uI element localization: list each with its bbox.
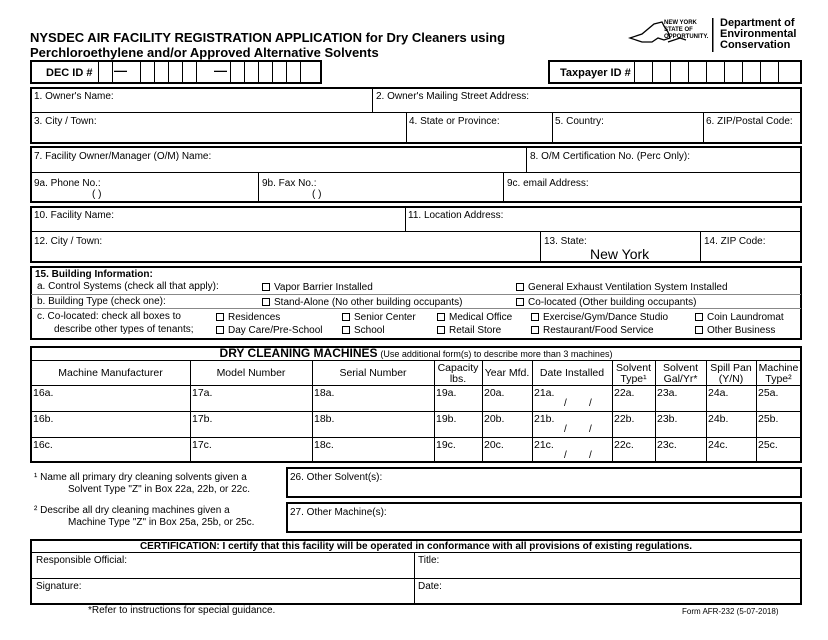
tenant-option[interactable]: Coin Laundromat	[695, 312, 784, 323]
cert-date-input[interactable]	[418, 591, 796, 603]
table-cell-label: 18b.	[314, 413, 335, 425]
signature-input[interactable]	[36, 591, 410, 603]
owner-country-label: 5. Country:	[555, 116, 604, 127]
tenant-option[interactable]: Retail Store	[437, 325, 501, 336]
table-cell-input[interactable]	[614, 398, 653, 410]
table-cell-label: 21a.	[534, 387, 555, 399]
table-header-cell: Date Installed	[539, 367, 605, 379]
dec-id-digit-input[interactable]	[273, 62, 285, 82]
table-cell-label: 22b.	[614, 413, 635, 425]
form-title: NYSDEC AIR FACILITY REGISTRATION APPLICATION for Dry Cleaners using Perchloroethylene and/or Approved Alternative Solvents	[30, 30, 506, 60]
table-cell-label: 18c.	[314, 439, 334, 451]
table-cell-input[interactable]	[758, 424, 799, 436]
tenant-option[interactable]: Medical Office	[437, 312, 512, 323]
taxpayer-digit-input[interactable]	[689, 62, 705, 82]
table-cell-input[interactable]	[657, 450, 704, 462]
footnote-1a: ¹ Name all primary dry cleaning solvents given a	[34, 472, 247, 483]
table-cell-label: 19b.	[436, 413, 457, 425]
checkbox[interactable]	[437, 313, 445, 321]
owner-city-label: 3. City / Town:	[34, 116, 97, 127]
other-solvent-box	[286, 467, 802, 498]
owner-zip-label: 6. ZIP/Postal Code:	[706, 116, 793, 127]
table-header-cell: Capacity lbs.	[437, 361, 479, 385]
dec-id-digit-input[interactable]	[301, 62, 319, 82]
logo-dept-text: Department of Environmental Conservation	[720, 17, 797, 51]
checkbox[interactable]	[262, 298, 270, 306]
table-cell-label: 21c.	[534, 439, 554, 451]
facility-state-value: New York	[590, 246, 650, 262]
other-machine-label: 27. Other Machine(s):	[290, 507, 387, 518]
cert-date-label: Date:	[418, 581, 442, 592]
table-row-divider	[31, 385, 801, 386]
table-cell-label: 16a.	[33, 387, 54, 399]
table-cell-input[interactable]	[657, 398, 704, 410]
machines-subtitle: (Use additional form(s) to describe more than 3 machines)	[380, 349, 613, 359]
table-cell-label: 18a.	[314, 387, 335, 399]
owner-name-label: 1. Owner's Name:	[34, 91, 114, 102]
table-row-divider	[31, 411, 801, 412]
dec-id-digit-input[interactable]	[155, 62, 167, 82]
fax-label: 9b. Fax No.:	[262, 178, 317, 189]
dec-id-cell-divider	[98, 61, 99, 83]
other-machine-input[interactable]	[290, 519, 795, 531]
table-cell-label: 25b.	[758, 413, 779, 425]
dec-id-digit-input[interactable]	[245, 62, 257, 82]
dec-id-digit-input[interactable]	[169, 62, 181, 82]
table-cell-input[interactable]	[708, 424, 754, 436]
logo-state-text: NEW YORK STATE OF OPPORTUNITY.	[664, 20, 709, 40]
other-solvent-label: 26. Other Solvent(s):	[290, 472, 383, 483]
table-cell-input[interactable]	[614, 424, 653, 436]
facility-state-label: 13. State:	[544, 236, 587, 247]
table-header-cell: Solvent Gal/Yr*	[662, 361, 699, 385]
tenant-option[interactable]: School	[342, 325, 385, 336]
owner-zip-input[interactable]	[706, 128, 798, 140]
om-name-label: 7. Facility Owner/Manager (O/M) Name:	[34, 151, 212, 162]
om-cert-input[interactable]	[530, 160, 798, 171]
email-input[interactable]	[507, 188, 797, 200]
table-header-cell: Spill Pan (Y/N)	[710, 361, 752, 385]
facility-name-input[interactable]	[34, 219, 402, 230]
signature-label: Signature:	[36, 581, 82, 592]
table-cell-label: 24b.	[708, 413, 729, 425]
building-info-title: 15. Building Information:	[35, 269, 153, 280]
tenant-option[interactable]: Day Care/Pre-School	[216, 325, 322, 336]
table-cell-label: 20a.	[484, 387, 505, 399]
table-cell-input[interactable]	[484, 424, 530, 436]
owner-name-input[interactable]	[34, 100, 368, 111]
owner-address-input[interactable]	[376, 100, 796, 111]
table-cell-label: 24a.	[708, 387, 729, 399]
dec-id-dash: —	[114, 63, 127, 78]
facility-zip-label: 14. ZIP Code:	[704, 236, 766, 247]
table-cell-label: 16c.	[33, 439, 53, 451]
date-slashes: / /	[564, 450, 592, 461]
tenant-option[interactable]: Residences	[216, 312, 280, 323]
footnote-1b: Solvent Type "Z" in Box 22a, 22b, or 22c.	[68, 484, 251, 495]
footnote-2a: ² Describe all dry cleaning machines given a	[34, 505, 230, 516]
table-cell-label: 19c.	[436, 439, 456, 451]
table-header-cell: Machine Manufacturer	[58, 367, 163, 379]
owner-country-input[interactable]	[555, 128, 699, 140]
dec-id-digit-input[interactable]	[183, 62, 195, 82]
other-solvent-input[interactable]	[290, 484, 795, 496]
checkbox[interactable]	[531, 313, 539, 321]
tenant-option[interactable]: Exercise/Gym/Dance Studio	[531, 312, 668, 323]
table-cell-label: 25a.	[758, 387, 779, 399]
dec-id-digit-input[interactable]	[287, 62, 299, 82]
table-cell-input[interactable]	[436, 450, 480, 462]
table-cell-label: 24c.	[708, 439, 728, 451]
other-machine-box	[286, 502, 802, 533]
taxpayer-digit-input[interactable]	[761, 62, 777, 82]
table-cell-input[interactable]	[314, 450, 432, 462]
checkbox[interactable]	[216, 326, 224, 334]
dec-id-cell-divider	[196, 61, 197, 83]
location-address-label: 11. Location Address:	[408, 210, 504, 221]
table-cell-input[interactable]	[436, 424, 480, 436]
owner-state-label: 4. State or Province:	[409, 116, 500, 127]
table-cell-input[interactable]	[192, 424, 310, 436]
taxpayer-digit-input[interactable]	[743, 62, 759, 82]
checkbox[interactable]	[262, 283, 270, 291]
dec-id-digit-input[interactable]	[259, 62, 271, 82]
table-cell-label: 20b.	[484, 413, 505, 425]
table-cell-input[interactable]	[33, 424, 188, 436]
owner-state-input[interactable]	[409, 128, 549, 140]
checkbox[interactable]	[516, 283, 524, 291]
owner-address-label: 2. Owner's Mailing Street Address:	[376, 91, 530, 102]
table-cell-input[interactable]	[708, 450, 754, 462]
facility-city-input[interactable]	[34, 248, 536, 260]
table-cell-label: 21b.	[534, 413, 555, 425]
table-row-divider	[31, 437, 801, 438]
table-cell-input[interactable]	[436, 398, 480, 410]
table-cell-label: 17b.	[192, 413, 213, 425]
table-cell-label: 17c.	[192, 439, 212, 451]
table-cell-label: 22a.	[614, 387, 635, 399]
table-cell-input[interactable]	[657, 424, 704, 436]
table-cell-label: 22c.	[614, 439, 634, 451]
table-cell-label: 25c.	[758, 439, 778, 451]
dec-id-dash: —	[214, 63, 227, 78]
tenant-option[interactable]: Other Business	[695, 325, 775, 336]
checkbox[interactable]	[437, 326, 445, 334]
table-cell-input[interactable]	[614, 450, 653, 462]
taxpayer-digit-input[interactable]	[653, 62, 669, 82]
table-cell-label: 23a.	[657, 387, 678, 399]
dec-id-digit-input[interactable]	[113, 62, 139, 82]
dec-id-label: DEC ID #	[46, 67, 93, 79]
control-systems-label: a. Control Systems (check all that apply):	[37, 281, 219, 292]
table-cell-input[interactable]	[758, 450, 799, 462]
email-label: 9c. email Address:	[507, 178, 589, 189]
fax-input[interactable]	[360, 188, 498, 200]
cert-title-input[interactable]	[418, 565, 796, 577]
co-located-label-1: c. Co-located: check all boxes to	[37, 311, 181, 322]
om-name-input[interactable]	[34, 160, 522, 171]
checkbox[interactable]	[342, 313, 350, 321]
table-cell-label: 20c.	[484, 439, 504, 451]
checkbox[interactable]	[216, 313, 224, 321]
opt-stand-alone[interactable]: Stand-Alone (No other building occupants)	[262, 297, 462, 308]
table-header-cell: Year Mfd.	[484, 367, 530, 379]
table-cell-input[interactable]	[33, 450, 188, 462]
fax-area-code: ( )	[312, 189, 322, 200]
dec-id-digit-input[interactable]	[141, 62, 153, 82]
table-header-cell: Solvent Type¹	[615, 361, 652, 385]
building-type-label: b. Building Type (check one):	[37, 296, 166, 307]
phone-area-code: ( )	[92, 189, 102, 200]
cert-title-label: Title:	[418, 555, 440, 566]
opt-vapor-barrier[interactable]: Vapor Barrier Installed	[262, 282, 373, 293]
responsible-official-input[interactable]	[36, 565, 410, 577]
responsible-official-label: Responsible Official:	[36, 555, 127, 566]
table-cell-input[interactable]	[192, 450, 310, 462]
tenant-option[interactable]: Restaurant/Food Service	[531, 325, 654, 336]
phone-label: 9a. Phone No.:	[34, 178, 101, 189]
checkbox[interactable]	[531, 326, 539, 334]
taxpayer-digit-input[interactable]	[725, 62, 741, 82]
footnote-2b: Machine Type "Z" in Box 25a, 25b, or 25c.	[68, 517, 255, 528]
form-number: Form AFR-232 (5-07-2018)	[682, 607, 779, 616]
taxpayer-digit-input[interactable]	[779, 62, 799, 82]
table-cell-input[interactable]	[314, 424, 432, 436]
machines-title-row	[32, 347, 800, 361]
nysdec-logo	[628, 16, 813, 54]
table-cell-input[interactable]	[708, 398, 754, 410]
opt-co-located[interactable]: Co-located (Other building occupants)	[516, 297, 696, 308]
table-cell-label: 17a.	[192, 387, 213, 399]
table-cell-input[interactable]	[314, 398, 432, 410]
certification-text: CERTIFICATION: I certify that this facility will be operated in conformance with all provisions of existing regulations.	[139, 541, 693, 552]
taxpayer-digit-input[interactable]	[635, 62, 651, 82]
location-address-input[interactable]	[408, 219, 798, 230]
date-slashes: / /	[564, 398, 592, 409]
table-cell-input[interactable]	[33, 398, 188, 410]
table-cell-label: 23c.	[657, 439, 677, 451]
table-cell-input[interactable]	[484, 450, 530, 462]
opt-exhaust-ventilation[interactable]: General Exhaust Ventilation System Installed	[516, 282, 728, 293]
checkbox[interactable]	[342, 326, 350, 334]
table-cell-label: 19a.	[436, 387, 457, 399]
checkbox[interactable]	[516, 298, 524, 306]
table-cell-label: 23b.	[657, 413, 678, 425]
owner-city-input[interactable]	[34, 128, 402, 140]
phone-input[interactable]	[140, 188, 254, 200]
checkbox[interactable]	[695, 326, 703, 334]
table-header-cell: Machine Type²	[758, 361, 799, 385]
checkbox[interactable]	[695, 313, 703, 321]
taxpayer-id-label: Taxpayer ID #	[560, 67, 631, 79]
table-cell-input[interactable]	[192, 398, 310, 410]
co-located-label-2: describe other types of tenants;	[54, 324, 194, 335]
machines-title: DRY CLEANING MACHINES	[219, 346, 378, 360]
footer-note: *Refer to instructions for special guidance.	[88, 605, 276, 616]
facility-zip-input[interactable]	[704, 248, 798, 260]
facility-name-label: 10. Facility Name:	[34, 210, 115, 221]
table-header-cell: Model Number	[216, 367, 286, 379]
dec-id-digit-input[interactable]	[231, 62, 243, 82]
table-cell-label: 16b.	[33, 413, 54, 425]
table-cell-input[interactable]	[484, 398, 530, 410]
taxpayer-digit-input[interactable]	[707, 62, 723, 82]
facility-city-label: 12. City / Town:	[34, 236, 103, 247]
om-cert-label: 8. O/M Certification No. (Perc Only):	[530, 151, 691, 162]
tenant-option[interactable]: Senior Center	[342, 312, 416, 323]
table-cell-input[interactable]	[758, 398, 799, 410]
table-header-cell: Serial Number	[339, 367, 407, 379]
date-slashes: / /	[564, 424, 592, 435]
taxpayer-digit-input[interactable]	[671, 62, 687, 82]
